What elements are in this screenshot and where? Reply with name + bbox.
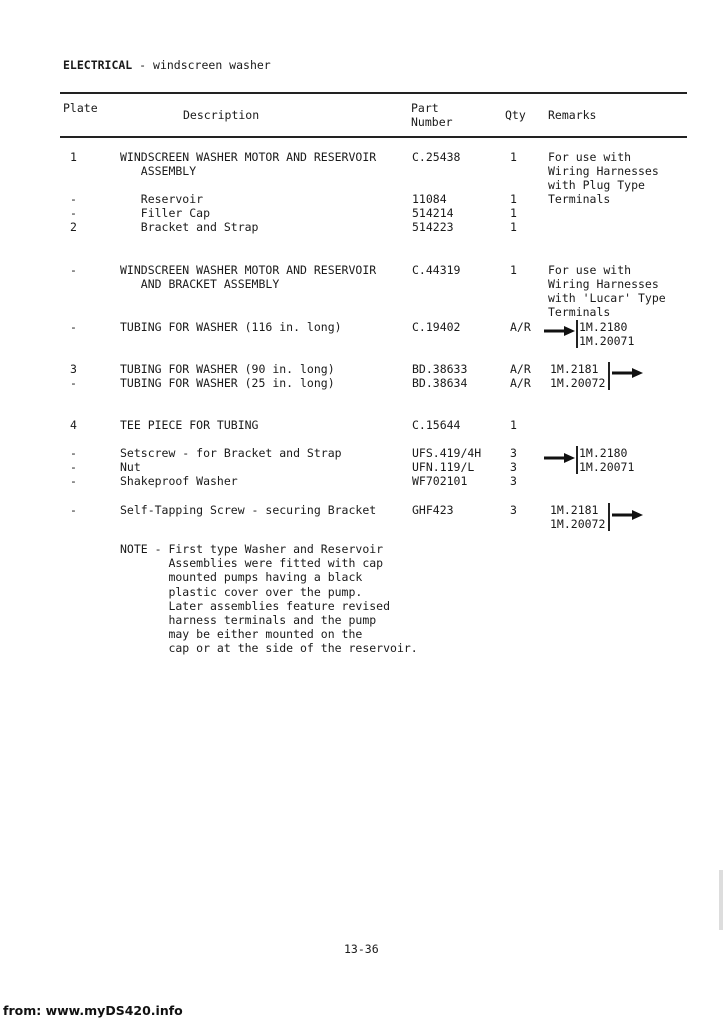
heading-prefix: ELECTRICAL [63,58,133,72]
row-13-qty: 3 [510,503,517,517]
row-7-part: BD.38633 [412,362,468,376]
row-1-plate: 1 [70,150,77,164]
header-qty: Qty [505,108,526,122]
row-1-remark-line2: Wiring Harnesses [548,164,659,178]
row-5-plate: - [70,263,77,277]
row-6-desc: TUBING FOR WASHER (116 in. long) [120,320,342,334]
row-1-desc-line1: WINDSCREEN WASHER MOTOR AND RESERVOIR [120,150,377,164]
reference-bracket-bar [576,320,578,348]
row-5-desc-line2: AND BRACKET ASSEMBLY [120,277,280,291]
row-9-desc: TEE PIECE FOR TUBING [120,418,259,432]
row-5-desc-line1: WINDSCREEN WASHER MOTOR AND RESERVOIR [120,263,377,277]
row-10-desc: Setscrew - for Bracket and Strap [120,446,342,460]
row-6-ref-1: 1M.2180 [579,320,628,334]
header-part-line1: Part [411,101,439,115]
row-8-desc: TUBING FOR WASHER (25 in. long) [120,376,335,390]
row-13-ref-2: 1M.20072 [550,517,606,531]
row-9-part: C.15644 [412,418,461,432]
row-5-remark-line2: Wiring Harnesses [548,277,659,291]
row-5-qty: 1 [510,263,517,277]
reference-bracket-bar [608,503,610,531]
source-credit: from: www.myDS420.info [3,1003,183,1018]
row-7-desc: TUBING FOR WASHER (90 in. long) [120,362,335,376]
reference-bracket-bar [608,362,610,390]
row-3-qty: 1 [510,206,517,220]
row-8-plate: - [70,376,77,390]
row-5-remark-line3: with 'Lucar' Type [548,291,666,305]
row-3-plate: - [70,206,77,220]
page-number: 13-36 [344,942,379,956]
row-4-plate: 2 [70,220,77,234]
row-7-plate: 3 [70,362,77,376]
row-13-desc: Self-Tapping Screw - securing Bracket [120,503,377,517]
row-1-remark-line4: Terminals [548,192,611,206]
row-11-part: UFN.119/L [412,460,475,474]
header-part-line2: Number [411,115,453,129]
header-description: Description [183,108,260,122]
row-10-qty: 3 [510,446,517,460]
row-1-remark-line3: with Plug Type [548,178,645,192]
row-10-ref-2: 1M.20071 [579,460,635,474]
row-5-part: C.44319 [412,263,461,277]
row-8-ref: 1M.20072 [550,376,606,390]
row-4-part: 514223 [412,220,454,234]
row-13-ref-1: 1M.2181 [550,503,599,517]
row-6-qty: A/R [510,320,531,334]
row-3-desc: Filler Cap [120,206,211,220]
row-11-desc: Nut [120,460,141,474]
row-7-qty: A/R [510,362,531,376]
heading-rest: - windscreen washer [132,58,271,72]
row-2-part: 11084 [412,192,447,206]
row-12-part: WF702101 [412,474,468,488]
row-8-qty: A/R [510,376,531,390]
row-6-plate: - [70,320,77,334]
row-6-part: C.19402 [412,320,461,334]
row-1-qty: 1 [510,150,517,164]
row-4-desc: Bracket and Strap [120,220,259,234]
section-heading [63,58,271,72]
row-1-part: C.25438 [412,150,461,164]
row-10-ref-1: 1M.2180 [579,446,628,460]
right-arrow-icon [612,509,644,521]
row-2-plate: - [70,192,77,206]
footnote: NOTE - First type Washer and Reservoir Assemblies were fitted with cap mounted pumps having a black plastic cover over the pump. Later assemblies feature revised harness terminals and the pump may be either mounted on the cap or at the side of the reservoir. [120,542,418,656]
row-12-plate: - [70,474,77,488]
row-4-qty: 1 [510,220,517,234]
row-10-plate: - [70,446,77,460]
row-8-part: BD.38634 [412,376,468,390]
table-top-rule [60,92,687,94]
reference-bracket-bar [576,446,578,474]
header-remarks: Remarks [548,108,597,122]
row-3-part: 514214 [412,206,454,220]
row-12-qty: 3 [510,474,517,488]
row-1-desc-line2: ASSEMBLY [120,164,197,178]
row-11-qty: 3 [510,460,517,474]
row-12-desc: Shakeproof Washer [120,474,238,488]
row-7-ref: 1M.2181 [550,362,599,376]
row-13-part: GHF423 [412,503,454,517]
page-edge-shadow [719,870,723,930]
row-11-plate: - [70,460,77,474]
header-plate: Plate [63,101,98,115]
row-9-plate: 4 [70,418,77,432]
row-5-remark-line4: Terminals [548,305,611,319]
row-1-remark-line1: For use with [548,150,632,164]
table-header-rule [60,136,687,138]
row-2-desc: Reservoir [120,192,204,206]
row-2-qty: 1 [510,192,517,206]
right-arrow-icon [544,325,576,337]
right-arrow-icon [612,367,644,379]
right-arrow-icon [544,452,576,464]
row-6-ref-2: 1M.20071 [579,334,635,348]
row-13-plate: - [70,503,77,517]
row-5-remark-line1: For use with [548,263,632,277]
row-9-qty: 1 [510,418,517,432]
row-10-part: UFS.419/4H [412,446,482,460]
